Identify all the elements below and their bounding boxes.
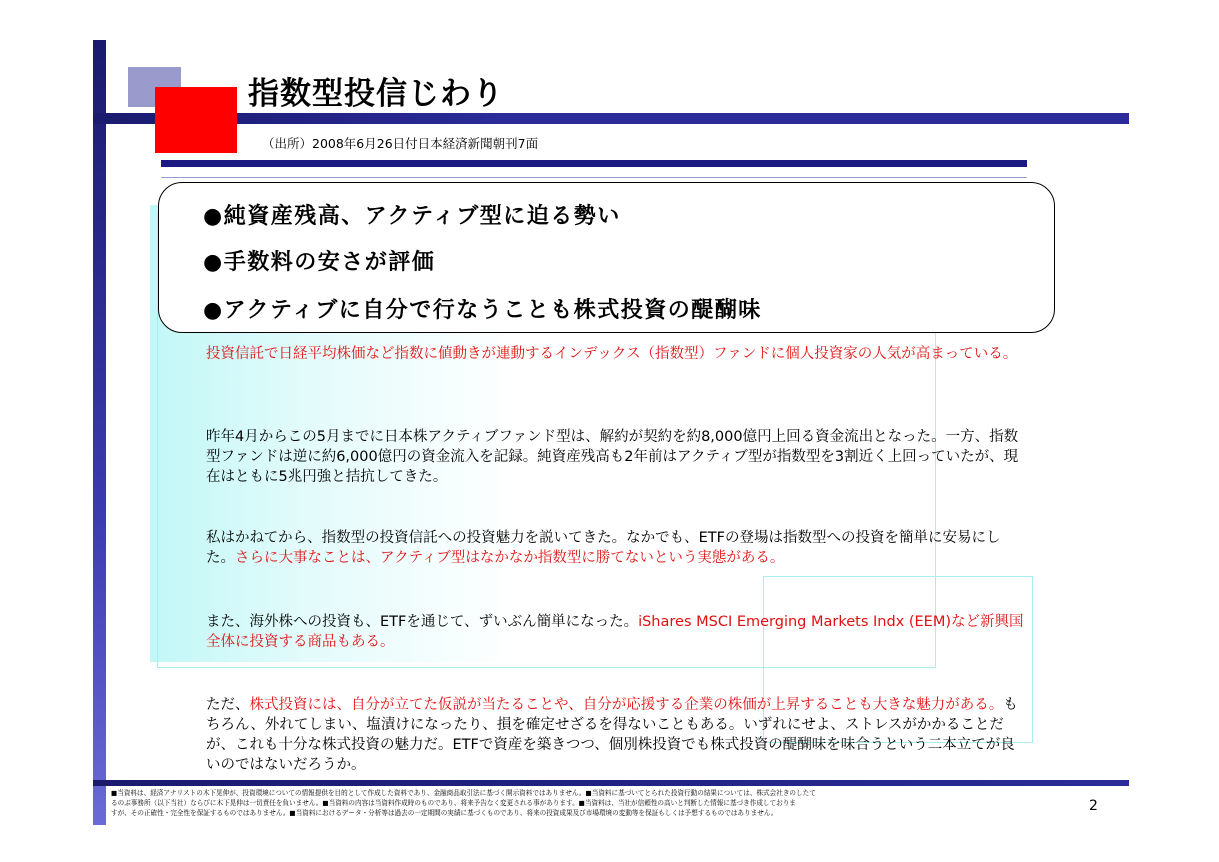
bullet-item: ●アクティブに自分で行なうことも株式投資の醍醐味 <box>203 298 762 323</box>
bullet-item: ●純資産残高、アクティブ型に迫る勢い <box>203 204 621 229</box>
paragraph-conclusion <box>206 695 1026 775</box>
paragraph-flows: 昨年4月からこの5月までに日本株アクティブファンド型は、解約が契約を約8,000億円上回る資金流出となった。一方、指数型ファンドは逆に約6,000億円の資金流入を記録。純資産残高も2年前はアクティブ型が指数型を3割近く上回っていたが、現在はともに5兆円強と拮抗してきた。 <box>206 429 1019 485</box>
paragraph-text: また、海外株への投資も、ETFを通じて、ずいぶん簡単になった。 <box>206 614 639 630</box>
source-rule <box>161 160 1027 167</box>
disclaimer <box>111 788 1061 818</box>
footer-rule <box>93 780 1129 786</box>
thin-rule <box>161 177 1027 178</box>
title-underline-bar <box>93 113 1129 124</box>
disclaimer-line: すが、その正確性・完全性を保証するものではありません。■当資料におけるデータ・分析等は過去の一定期間の実績に基づくものであり、将来の投資成果及び市場環境の変動等を保証もしくは予想するものではありません。 <box>111 809 778 817</box>
red-square-decoration <box>155 87 237 153</box>
bullet-item: ●手数料の安さが評価 <box>203 250 436 275</box>
disclaimer-line: ■当資料は、経済アナリストの木下晃伸が、投資環境についての情報提供を目的として作成した資料であり、金融商品取引法に基づく開示資料ではありません。■当資料に基づいてとられた投資行動の結果については、株式会社きのしたて <box>111 789 816 797</box>
page-number: 2 <box>1089 798 1098 814</box>
source-citation: （出所）2008年6月26日付日本経済新聞朝刊7面 <box>262 136 539 151</box>
paragraph-text: ただ、 <box>206 697 250 713</box>
slide-title: 指数型投信じわり <box>248 76 504 112</box>
disclaimer-line: るのぶ事務所（以下当社）ならびに木下晃伸は一切責任を負いません。■当資料の内容は当資料作成時のものであり、将来予告なく変更される事があります。■当資料は、当社が信頼性の高いと判断した情報に基づき作成しておりま <box>111 799 796 807</box>
paragraph-highlight: iShares MSCI Emerging Markets Indx (EEM)など新興国全体に投資する商品もある。 <box>206 614 1024 650</box>
paragraph-text: もちろん、外れてしまい、塩漬けになったり、損を確定せざるを得ないこともある。いずれにせよ、ストレスがかかることだが、これも十分な株式投資の魅力だ。ETFで資産を築きつつ、個別株投資でも株式投資の醍醐味を味合うという二本立てが良いのではないだろうか。 <box>206 697 1018 773</box>
left-accent-bar <box>93 40 106 825</box>
paragraph-overseas <box>206 612 1026 652</box>
paragraph-text: 私はかねてから、指数型の投資信託への投資魅力を説いてきた。なかでも、ETFの登場は指数型への投資を簡単に安易にした。 <box>206 530 1001 566</box>
paragraph-intro: 投資信託で日経平均株価など指数に値動きが連動するインデックス（指数型）ファンドに個人投資家の人気が高まっている。 <box>206 346 1018 362</box>
paragraph-highlight: 株式投資には、自分が立てた仮説が当たることや、自分が応援する企業の株価が上昇することも大きな魅力がある。 <box>249 697 1004 713</box>
paragraph-highlight: さらに大事なことは、アクティブ型はなかなか指数型に勝てないという実態がある。 <box>235 550 785 566</box>
paragraph-etf <box>206 528 1026 568</box>
